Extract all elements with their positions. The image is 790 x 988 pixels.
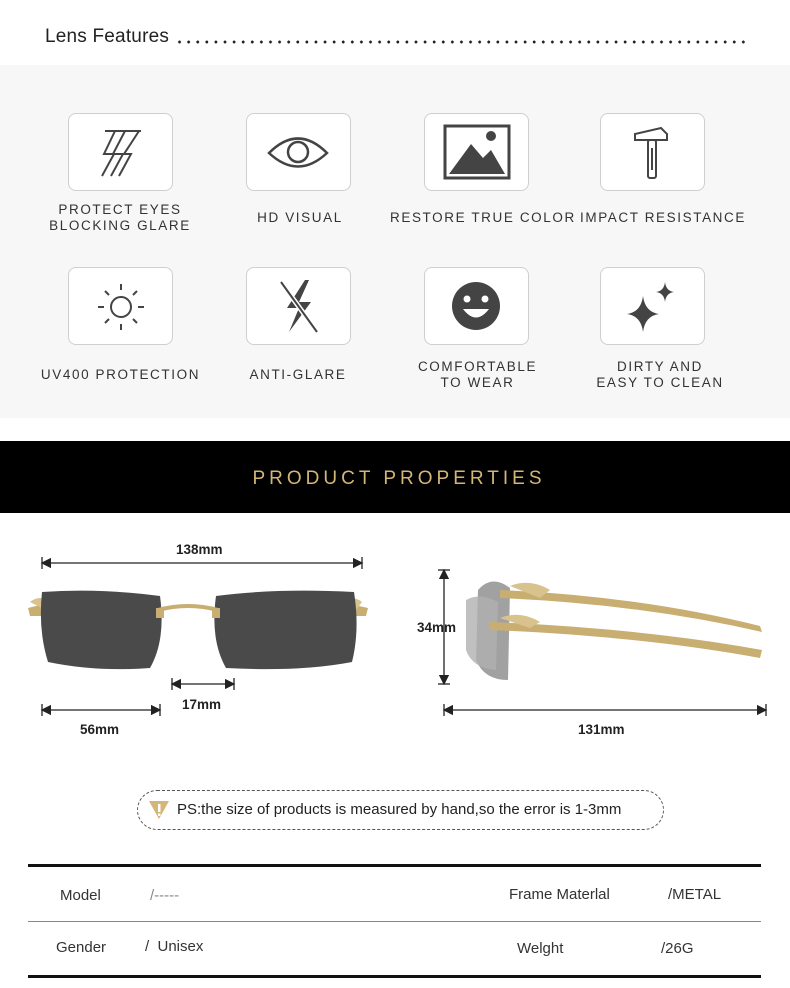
landscape-image-icon bbox=[425, 114, 527, 189]
feature-label-easy-clean: DIRTY AND EASY TO CLEAN bbox=[596, 359, 724, 390]
hammer-icon bbox=[601, 114, 703, 189]
feature-label-true-color: RESTORE TRUE COLOR bbox=[390, 210, 576, 225]
feature-box-protect-eyes bbox=[68, 113, 173, 191]
frame-material-value: /METAL bbox=[668, 886, 722, 903]
measurement-note-text: PS:the size of products is measured by hand,so the error is 1-3mm bbox=[177, 801, 622, 818]
feature-label-anti-glare: ANTI-GLARE bbox=[249, 367, 347, 382]
warning-icon bbox=[147, 798, 171, 822]
feature-label-uv400: UV400 PROTECTION bbox=[40, 367, 201, 382]
glasses-front-view bbox=[0, 530, 400, 750]
features-panel bbox=[0, 65, 790, 418]
crossed-lightning-icon bbox=[247, 268, 349, 343]
model-label: Model bbox=[60, 887, 101, 904]
model-value: /----- bbox=[150, 887, 180, 904]
feature-box-easy-clean bbox=[600, 267, 705, 345]
feature-box-anti-glare bbox=[246, 267, 351, 345]
lightning-icon bbox=[69, 114, 171, 189]
lens-features-title: Lens Features bbox=[45, 26, 170, 47]
eye-icon bbox=[247, 114, 349, 189]
feature-box-impact bbox=[600, 113, 705, 191]
feature-label-impact: IMPACT RESISTANCE bbox=[580, 210, 746, 225]
weight-label: Welght bbox=[517, 940, 564, 957]
feature-box-comfortable bbox=[424, 267, 529, 345]
dimension-total-width: 138mm bbox=[176, 542, 223, 557]
table-middle-rule bbox=[28, 921, 761, 922]
gender-label: Gender bbox=[56, 939, 107, 956]
dimension-temple-length: 131mm bbox=[578, 722, 625, 737]
feature-label-comfortable: COMFORTABLE TO WEAR bbox=[417, 359, 538, 390]
dotted-divider bbox=[175, 40, 750, 44]
feature-box-true-color bbox=[424, 113, 529, 191]
feature-box-hd-visual bbox=[246, 113, 351, 191]
dimension-lens-width: 56mm bbox=[80, 722, 120, 737]
weight-value: /26G bbox=[661, 940, 694, 957]
smiley-icon bbox=[425, 268, 527, 343]
feature-label-hd-visual: HD VISUAL bbox=[257, 210, 343, 225]
sun-icon bbox=[69, 268, 171, 343]
table-top-rule bbox=[28, 864, 761, 867]
frame-material-label: Frame Materlal bbox=[509, 886, 610, 903]
feature-box-uv400 bbox=[68, 267, 173, 345]
product-properties-title: PRODUCT PROPERTIES bbox=[252, 468, 546, 489]
table-bottom-rule bbox=[28, 975, 761, 978]
dimension-lens-height: 34mm bbox=[417, 620, 457, 635]
glasses-side-view bbox=[400, 550, 790, 730]
feature-label-protect-eyes: PROTECT EYES BLOCKING GLARE bbox=[49, 202, 191, 233]
sparkle-icon bbox=[601, 268, 703, 343]
dimension-bridge: 17mm bbox=[182, 697, 222, 712]
gender-value: / Unisex bbox=[145, 938, 204, 955]
